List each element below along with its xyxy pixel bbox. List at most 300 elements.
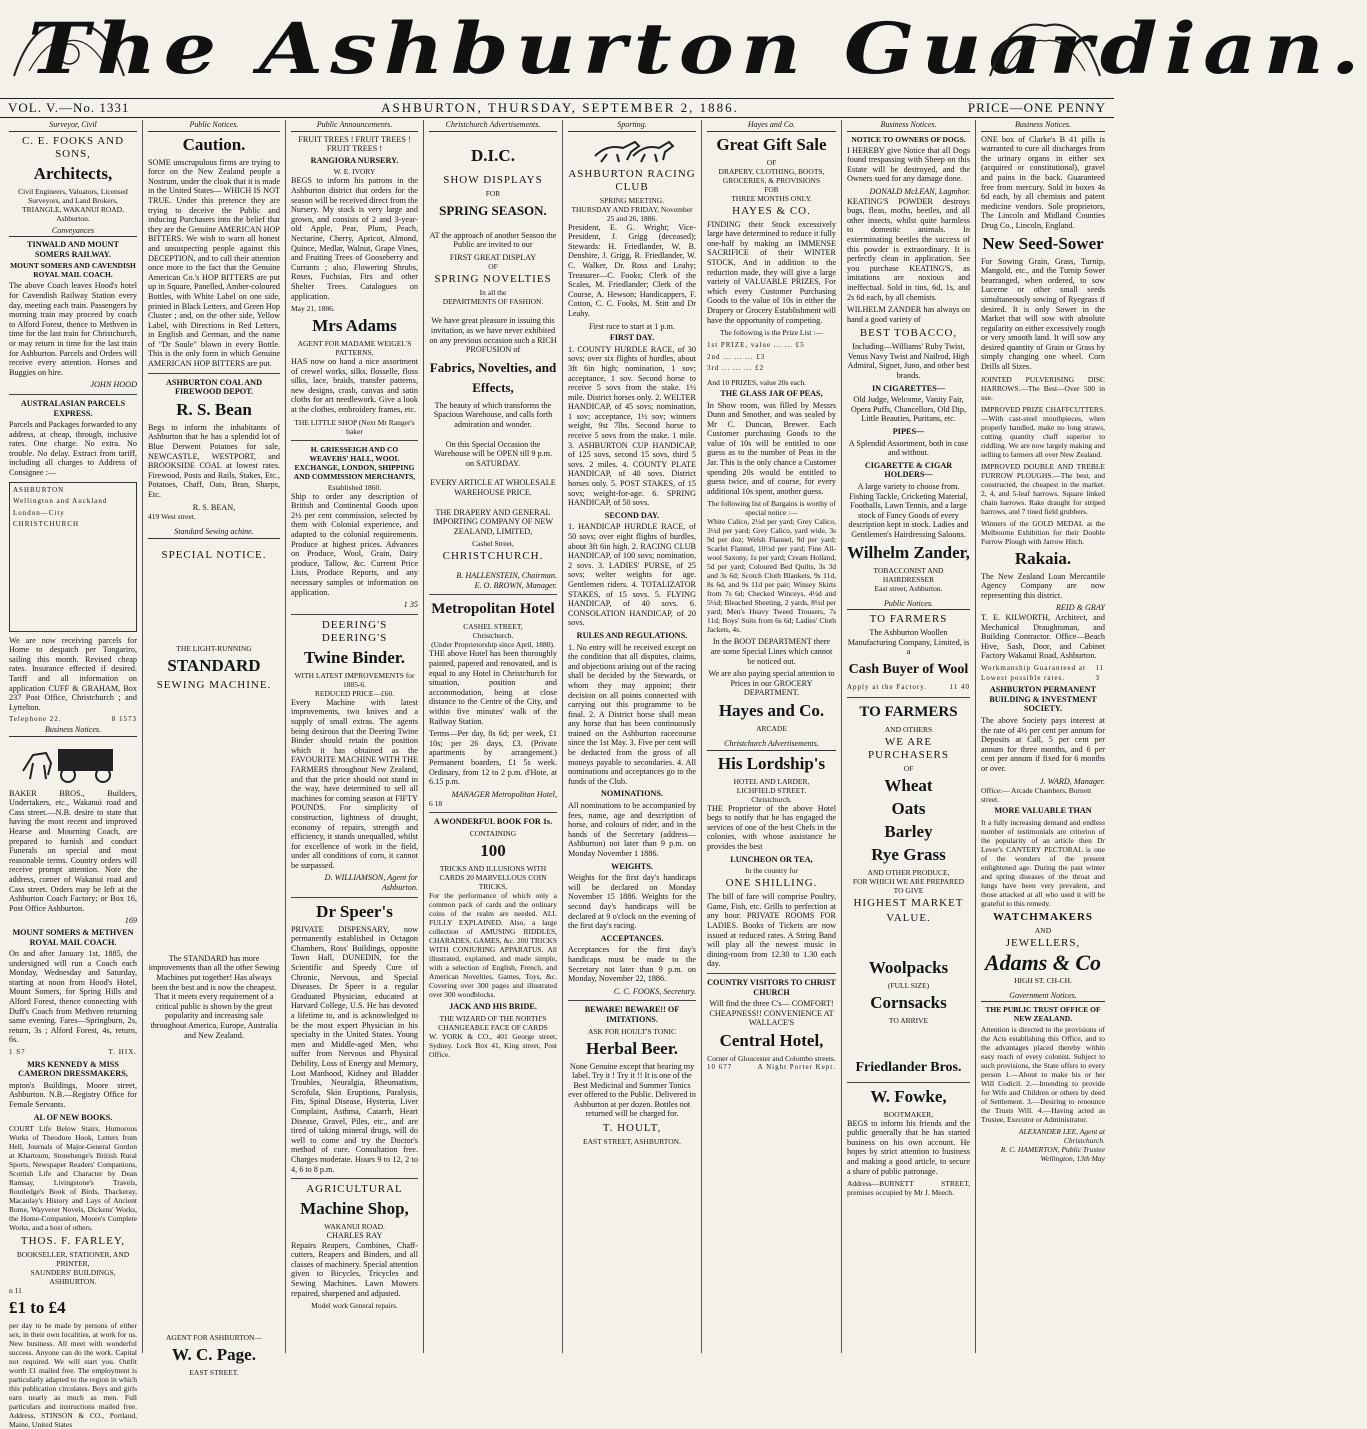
section-header: Hayes and Co. [707,120,836,132]
ad-subheading: CONTAINING [469,828,517,838]
column-3 [286,120,424,1353]
ad-heading: H. GRIESSEIGH AND CO WEAVERS' HALL, WOOL EXCHANGE, LONDON, SHIPPING AND COMMISSION MERCHANTS, [293,444,416,481]
ad-subheading: BOOKSELLER, STATIONER, AND PRINTER, [16,1250,130,1269]
ad-subheading: THE WIZARD OF THE NORTH'S CHANGEABLE FACE OF CARDS [438,1013,548,1032]
ad-body: BEGS to inform his friends and the public generally that he has started business on his own account. He hopes by strict attention to business and making a good article, to secure a share of public patronage. [847,1118,970,1176]
table-cell: ASHBURTON [13,485,65,494]
ad-body: THE DRAPERY AND GENERAL IMPORTING COMPANY OF NEW ZEALAND, LIMITED, [432,507,554,536]
ad-subheading: OF [766,157,777,167]
ad-title: Oats [891,798,926,818]
ad-body: Old Judge, Welcome, Vanity Fair, Opera Puffs, Chancellors, Old Dip, Little Beauties, Puritans, etc. [850,395,967,424]
ad-body: I HEREBY give Notice that all Dogs found trespassing with Sheep on this Estate will be destroyed, and the Owners sued for any damage done. [847,145,970,184]
ad-subheading: AND OTHERS [884,724,933,734]
ad-body: For the performance of which only a common pack of cards and the ordinary coins of the realm are needed. ALL FULLY EXPLAINED. Also, a large collection of AMUSING RIDDLES, CHARADES, GAMES, &c. 200 TRICKS WITH CONJURING APPARATUS. All illustrated, explained, and made simple, with a selection of English, French, and American Novelties, Games, Toys, &c. Covering over 300 pages and illustrated over 300 woodblocks. [429,890,557,999]
list-item: 2nd ... ... ... £3 [707,352,766,361]
ad-heading: AGRICULTURAL [306,1183,403,1196]
ad-heading: SECOND DAY. [604,510,660,520]
ad-heading: NOTICE TO OWNERS OF DOGS. [851,134,966,144]
newspaper-columns [4,120,1110,1429]
section-header: Public Notices. [148,120,280,132]
ad-footer [847,683,970,693]
ad-subheading: TOBACCONIST AND HAIRDRESSER [873,565,944,584]
ad-signature: T. HIX. [108,1048,137,1057]
ad-body: 1. HANDICAP HURDLE RACE, of 50 sovs; over eight flights of hurdles, about 3ft 6in high. 2. RACING CLUB HANDICAP, of 100 sovs; nomination, 2 sovs. 3. LADIES' PURSE, of 25 sovs; welter weights for age. Gentlemen riders. 4. TOTALIZATOR STAKES, of 15 sovs. 5. FLYING HANDICAP, of 40 sovs. 6. CONSOLATION HANDICAP, of 20 sovs. [568,522,696,628]
ad-subheading: REDUCED PRICE—£60. [314,688,395,698]
ad-body: IMPROVED PRIZE CHAFFCUTTERS.—With cast-steel mouthpieces, when properly handled, make no long straws, cutting quantity chaff superior to riddling. We are now largely making and selling to farmers all over New Zealand. [981,404,1105,459]
column-7 [842,120,976,1353]
ad-heading: LUNCHEON OR TEA, [730,854,813,864]
ad-body: Including—Williams' Ruby Twist, Venus Navy Twist and Nailrod, High Admiral, Signet, Juno, and other best brands. [847,342,970,381]
ad-heading: RULES AND REGULATIONS. [576,630,688,640]
ad-title: Architects, [33,163,113,183]
ad-body: We are now receiving parcels for Home to despatch per Tongariro, sailing this month. Revised cheap rates. Insurance effected if desired. Tariff and all information on application CUFF & GRAHAM, Box 237 Post Office, Christchurch ; and Lyttelton. [9,635,137,712]
ad-heading: AL OF NEW BOOKS. [33,1112,113,1122]
ad-subheading: THE LIGHT-RUNNING [176,643,252,653]
spacer [847,1025,970,1055]
divider [9,394,137,395]
ad-title: His Lordship's [717,753,826,773]
ad-body: Ship to order any description of British and Continental Goods upon 2½ per cent commission, selected by them with Colonial experience, and adapted to the colonial requirements. Produce at highest prices. Advances on Produce, Wool, Grain, Dairy produce, Tallow, &c. Current Price Lists, Produce Reports, and any necessary samples or information on application. [291,491,418,597]
ad-ref: n 11 [9,1286,22,1296]
column-8 [976,120,1110,1353]
ad-heading: DEERING'S DEERING'S [321,618,388,644]
ad-body: We have great pleasure in issuing this invitation, as we have never exhibited on any previous occasion such a RICH PROFUSION of [429,316,557,355]
ad-body: WILHELM ZANDER has always on hand a good variety of [847,305,970,324]
column-1 [4,120,143,1429]
ad-ref: 169 [124,916,137,926]
ad-ref: 11 3 [1095,664,1105,682]
ad-subheading: HOTEL AND LARDER, [733,776,810,786]
ad-subheading: W. E. IVORY [333,167,376,177]
ad-title: £1 to £4 [9,1298,66,1318]
ad-title: Rye Grass [871,844,946,864]
prize-list [707,341,836,374]
ad-title: Rakaia. [1014,548,1072,568]
spacer [148,1043,280,1333]
section-header: Public Announcements. [291,120,418,132]
ad-heading: ASHBURTON RACING CLUB [568,167,696,193]
ad-heading: SPRING NOVELTIES [434,273,552,286]
ad-body: FINDING their Stock excessively large have determined to reduce it fully one-half by making an IMMENSE SACRIFICE of their WINTER STOCK, And in addition to the reduction made, they will give a large variety of VALUABLE PRIZES, For which every Customer Purchasing Goods to the value of 10s in either the Drapery or Grocery Establishment will have the opportunity of competing. [707,219,836,325]
ad-heading: WE ARE PURCHASERS [868,735,949,761]
section-header: Business Notices. [981,120,1105,132]
ad-ref: 8 1573 [111,715,137,724]
ad-body: 1. COUNTY HURDLE RACE, of 30 sovs; over six flights of hurdles, about 3ft 6in high; nomination, 1 sov; acceptance, 1 sov. Second horse to receive 5 sovs from the stake. 1½ mile. District horses only. 2. WELTER HANDICAP, of 45 sovs; nomination, 1 sov; acceptance, 1½ sov; winners weight, 9st 7lbs. Second horse to receive 5 sovs from the stake. 1 mile. 3. ASHBURTON CUP HANDICAP, of 125 sovs, second 15 sovs, third 5 sovs. 2 miles. 4. COUNTY PLATE HANDICAP, of 40 sovs. District horses only. 5. POST STAKES, of 15 sovs; weight-for-age. 6. SPRING HANDICAP, of 50 sovs. [568,344,696,508]
newspaper-title: The Ashburton Guardian. [27,7,1367,90]
telephone-line [9,715,137,725]
ad-title: Herbal Beer. [586,1038,678,1058]
ad-address: EAST STREET. [189,1368,239,1378]
ad-signature: R. S. BEAN, [192,502,236,512]
ad-body: PRIVATE DISPENSARY, now permanently established in Octagon Chambers, Ross' Buildings, opposite Town Hall, DUNEDIN, for the Scientific and Speedy Cure of Chronic, Nervous, and Special Diseases. Dr Speer is a regular Graduated Physician, educated at Harvard College, U.S. He has devoted a lifetime to, and is acknowledged to be the most expert Physician in his specialty in the United States. Young men and Middle-aged Men, who suffer from Nervous and Physical Debility, Loss of Energy and Memory, Lost Manhood, Kidney and Bladder Troubles, Neuralgia, Rheumatism, Scrofula, Skin Eruptions, Paralysis, Fits, Spinal Disease, Hysteria, Liver Complaint, Asthma, Catarrh, Heart Disease, Gravel, Piles, etc., and are tired of taking mineral drugs, will do well to come and try the Doctor's method of cure. Consultation free. Charges moderate. Hours 9 to 12, 2 to 4, 6 to 8 p.m. [291,924,418,1174]
ad-body: ONE box of Clarke's B 41 pills is warranted to cure all discharges from the urinary organs in either sex (acquired or constitutional), gravel and pains in the back. Guaranteed free from mercury. Sold in boxes 4s 6d each, by all chemists and patent medicine vendors. Sole proprietors, The Lincoln and Midland Counties Drug Co., Lincoln, England. [981,134,1105,230]
ad-signature: REID & GRAY [1055,603,1105,613]
ad-body: The above Society pays interest at the rate of 4½ per cent per annum for Deposits at Call, 5 per cent per annum for three months, and 6 per cent per annum if fixed for 6 months or over. [981,715,1105,773]
ad-body: BEGS to inform his patrons in the Ashburton district that orders for the season will be received direct from the Nursery. My stock is very large and grown, and consists of 2 and 3-year-old Apple, Pear, Plum, Peach, Nectarine, Cherry, Apricot, Almond, Quince, Medlar, Walnut, Grape Vines, and Fruiting Trees of Gooseberry and Currants ; also, Flowering Shrubs, Roses, Fuchsias, Firs and other Shelter Trees. Catalogues on application. [291,176,418,301]
masthead [0,0,1367,96]
ad-body: A Splendid Assortment, both in case and without. [848,438,969,458]
ad-heading: NOMINATIONS. [601,789,663,799]
divider [847,697,970,698]
ad-body: It a fully increasing demand and endless number of testimonials are criterion of the popularity of an article then Dr Lever's CANTERY PECTORAL is one of the wonders of the present enlightened age. During the past winter and spring diseases of the throat and lungs have been very prevalent, and those attacked at all who used it will be grateful to this remedy. [981,817,1105,908]
ad-title: TO FARMERS [859,703,958,720]
ad-heading: PIPES— [892,427,925,437]
ad-subheading: MOUNT SOMERS AND CAVENDISH ROYAL MAIL COACH. [10,261,136,280]
ad-subheading: FOR [485,188,501,198]
ad-title: Dr Speer's [316,901,393,921]
spacer [148,564,280,644]
ad-footer [707,1063,836,1073]
ad-body: The STANDARD has more improvements than all the other Sewing Machines put together! Has always been the best and is now the cheapest. That it meets every requirement of a critical public is shown by the great popularity and increasing sale throughout America, Europe, Australia and New Zealand. [148,953,280,1040]
ad-heading: WEIGHTS. [611,861,653,871]
ad-title: Woolpacks [868,957,949,977]
ad-subheading: BOOTMAKER, [883,1109,934,1119]
ad-title: Metropolitan Hotel [431,601,555,618]
section-header: Christchurch Advertisements. [429,120,557,132]
ad-heading: CHRISTCHURCH. [442,550,544,563]
spacer [148,694,280,954]
ad-subheading: DEPARTMENTS OF FASHION. [442,297,544,307]
divider [291,614,418,615]
ad-subheading: ASK FOR HOULT'S TONIC [587,1026,677,1036]
ad-body: Acceptances for the first day's handicaps must be made to the Secretary not later than 9 p.m. on Monday, November 22, 1886. [568,945,696,984]
volume-number: VOL. V.—No. 1331 [8,100,130,115]
table-row [13,486,133,496]
ad-note: A Night Porter Kept. [757,1062,836,1071]
ad-title: Wheat [884,775,933,795]
ad-note: Workmanship Guaranteed at Lowest possible rates. [981,664,1086,682]
ad-heading: BEST TOBACCO, [859,327,958,340]
ad-title: Cornsacks [870,992,947,1012]
ad-signature: JOHN HOOD [90,380,137,390]
ad-heading: ASHBURTON PERMANENT BUILDING & INVESTMENT SOCIETY. [989,685,1097,714]
ad-address: Address—BURNETT STREET, premises occupied by Mr J. Meech. [847,1179,970,1198]
section-header: Conveyances [9,226,137,238]
hearse-illustration [18,741,128,785]
section-header: Surveyor, Civil [9,120,137,132]
issue-price: PRICE—ONE PENNY [967,100,1106,115]
divider [291,1178,418,1179]
table-row [13,520,133,530]
ad-heading: MRS KENNEDY & MISS CAMERON DRESSMAKERS, [18,1059,128,1079]
section-header: Christchurch Advertisements. [707,739,836,751]
ad-heading: FRUIT TREES ! FRUIT TREES ! FRUIT TREES ! [298,134,411,154]
ad-body: On this Special Occasion the Warehouse will be OPEN till 9 p.m. on SATURDAY. [433,439,553,468]
ad-title: W. Fowke, [870,1086,947,1106]
ad-title: Central Hotel, [719,1030,824,1050]
ad-body: AT the approach of another Season the Public are invited to our [429,230,557,250]
ad-signature: B. HALLENSTEIN, Chairman. [456,571,557,581]
ad-body: IMPROVED DOUBLE AND TREBLE FURROW PLOUGHS.—The best, and constructed, the cheapest in the market. 2, 4, and 5-leaf harrows. Square linked chain harrows. Rake draught for striped harrows, and 7 tined field grubbers. [981,461,1105,516]
ad-body: The above Coach leaves Hood's hotel for Cavendish Railway Station every day, meeting each train. Passengers by morning train may proceed by coach to Alford Forest, thence to Methven in time for the last train for Christchurch, or may return in time for the last train for Ashburton. Parcels and Orders will receive every attention. Horses and Buggies on hire. [9,281,137,377]
ad-subheading: In all the [479,288,507,298]
ad-title: Fabrics, Novelties, and Effects, [429,359,557,395]
ad-body: Will find the three C's— COMFORT! CHEAPNESS!! CONVENIENCE AT WALLACE'S [709,999,834,1028]
ad-heading: BEWARE! BEWARE!! OF IMITATIONS. [584,1005,680,1024]
ad-subheading: THURSDAY AND FRIDAY, November 25 and 26, 1886. [571,204,693,223]
ad-date: May 21, 1886. [291,304,335,314]
ad-subheading: SPRING MEETING. [599,195,665,205]
divider [429,812,557,813]
ad-title: Adams & Co [984,949,1102,975]
crest-ornament [980,6,1110,92]
ad-body: In the BOOT DEPARTMENT there are some Special Lines which cannot be noticed out. [710,637,833,666]
ad-title: R. S. Bean [176,399,252,419]
ad-address: HIGH ST. CH-CH. [1014,975,1072,985]
ad-signature: E. O. BROWN, Manager. [474,580,557,590]
section-header: Public Notices. [847,599,970,611]
ad-signature: C. C. FOOKS, Secretary. [613,986,696,996]
ad-ref: 1 35 [403,600,418,610]
ad-address: Corner of Gloucester and Colombo streets. [707,1053,836,1063]
ad-heading: THE PUBLIC TRUST OFFICE OF NEW ZEALAND. [985,1005,1101,1024]
ad-subheading: FOR WHICH WE ARE PREPARED [852,876,965,886]
ad-body: THE above Hotel has been thoroughly painted, papered and renovated, and is equal to any Hotel in Christchurch for situation, position and accommodation, being at close distance to the Centre of the City, and within five minutes' walk of the Railway Station. [429,649,557,726]
ad-heading: COUNTRY VISITORS TO CHRIST CHURCH [707,977,836,997]
ad-subheading: Cashel Street, [472,539,514,549]
ad-heading: IN CIGARETTES— [871,383,946,393]
ad-title: Wilhelm Zander, [847,542,970,562]
divider [291,440,418,441]
ad-body: per day to be made by persons of either sex, in their own localities, at work for us. New business. All meet with wonderful success. Anyone can do the work. Capital not required. We will start you. Outfit worth £1 mailed free. The employment is particularly adapted to the region in which this publication circulates. Boys and girls earn nearly as much as men. Full particulars and instructions mailed free. Address, STINSON & CO., Portland, Maine, United States [9,1321,137,1429]
ad-title: Barley [884,821,933,841]
ad-body: KEATING'S POWDER destroys bugs, fleas, moths, beetles, and all other insects, whilst quite harmless to domestic animals. In exterminating beetles the success of this powder is extraordinary. It is perfectly clean in application. See you purchase KEATING'S, as imitations are noxious and ineffectual. Sold in tins, 6d, 1s, and 2s 6d each, by all chemists. [847,196,970,302]
ad-title: Friedlander Bros. [855,1059,962,1075]
divider [148,373,280,374]
ad-heading: AUSTRALASIAN PARCELS EXPRESS. [20,398,126,418]
ad-subheading: First race to start at 1 p.m. [589,321,675,331]
ad-body: None Genuine except that bearing my label. Try it ! Try it !! It is one of the Best Medicinal and Summer Tonics ever offered to the Public. Delivered in Ashburton at per dozen. Bottles not returned will be charged for. [568,1061,696,1119]
ad-address: Office:— Arcade Chambers, Burnett street. [981,786,1092,805]
ad-subheading: CASHEL STREET, [463,622,523,632]
section-header: Business Notices. [847,120,970,132]
ad-heading: ASHBURTON COAL AND FIREWOOD DEPOT. [165,377,262,397]
ad-subheading: OF [903,763,914,773]
ad-address: SAUNDERS' BUILDINGS, ASHBURTON. [30,1268,116,1287]
ad-title: Machine Shop, [300,1199,409,1219]
ad-address: 419 West street. [148,512,196,522]
ad-title: Mrs Adams [312,316,397,336]
ad-title: 100 [480,840,506,860]
ad-subheading: The following list of Bargains is worthy of special notice :— [707,499,836,518]
ad-ref: 11 40 [949,682,970,691]
ad-footer [9,1048,137,1058]
table-row [13,497,133,507]
section-header: Sporting. [568,120,696,132]
ad-subheading: (Under Proprietorship since April, 1880). [431,640,555,650]
ad-signature: MANAGER Metropolitan Hotel, [451,789,557,799]
ad-address: EAST STREET, ASHBURTON. [583,1137,681,1147]
table-row [13,509,133,519]
column-2 [143,120,286,1378]
divider [429,594,557,595]
ad-subheading: In the country for [745,866,798,876]
ad-heading: ACCEPTANCES. [600,933,664,943]
ad-title: Cash Buyer of Wool [848,661,969,677]
ad-body: T. E. KILWORTH, Architect, and Mechanical Draughtsman, and Building Contractor. Office—Beach Hive, Sash, Door, and Cabinet Factory Wakanui Road, Ashburton. [981,613,1105,661]
ad-title: D.I.C. [471,145,515,165]
ad-subheading: WITH LATEST IMPROVEMENTS for 1885-6. [294,670,415,689]
ad-body: We are also paying special attention to Prices in our GROCERY DEPARTMENT. [708,669,835,698]
ad-title: STANDARD [167,655,261,675]
ad-heading: WATCHMAKERS [992,910,1094,923]
section-header: Government Notices. [981,991,1105,1003]
ad-subheading: THREE MONTHS ONLY. [731,193,812,203]
section-header: Business Notices. [9,725,137,737]
ad-body: All nominations to be accompanied by fees, name, age and description of horse, and colours of rider, and in the hands of the Secretary (address—Ashburton) not later than 9 p.m. on Monday November 1 1886. [568,801,696,858]
column-4 [424,120,563,1353]
ad-body: Weights for the first day's handicaps will be declared on Monday November 15 1886. Weights for the second day's handicaps will be declared at 9 o'clock on the evening of the first day's racing. [568,873,696,931]
ad-body: Terms—Per day, 8s 6d; per week, £1 10s; per 26 days, £3. (Private apartments by arrangement.) Permanent boarders, £1 5s week. Ordinary, from 12 to 2 p.m. d'Hote, at 6.15 p.m. [429,729,557,787]
ad-heading: VALUE. [886,911,931,924]
ad-subheading: TO ARRIVE [888,1015,929,1025]
ad-subheading: AGENT FOR MADAME WEIGEL'S PATTERNS, [297,339,412,358]
ad-subheading: LICHFIELD STREET. [736,785,807,795]
table-cell: Wellington and Auckland [13,497,108,506]
ad-signature: ALEXANDER LEE, Agent at Christchurch. [1018,1127,1105,1146]
ad-body: Civil Engineers, Valuators, Licensed Surveyors, and Land Brokers, TRIANGLE, WAKANUI ROAD, Ashburton. [18,186,128,223]
ad-body: EVERY ARTICLE AT WHOLESALE WAREHOUSE PRICE. [430,478,556,497]
ad-body: JOINTED PULVERISING DISC HARROWS.—The Best—Over 500 in use. [981,374,1105,402]
ad-title: New Seed-Sower [982,233,1104,253]
dateline [0,98,1114,118]
ad-body: HAS now on hand a nice assortment of crewel works, silks, flosselle, floss silks, lace, braids, transfer patterns, new designs, crash, canvas and satin cloths for art needlework. Give a look at the clothes, embroidery frames, etc. [291,357,418,415]
ad-subheading: DRAPERY, CLOTHING, BOOTS, GROCERIES, & PROVISIONS [718,166,825,185]
ad-signature: J. WARD, Manager. [1039,776,1105,786]
spacer [847,927,970,955]
ad-heading: THOS. F. FARLEY, [20,1235,126,1248]
ad-subheading: Christchurch. [472,631,514,641]
ad-heading: JACK AND HIS BRIDE. [449,1001,537,1011]
ad-body: Repairs Reapers, Combines, Chaff-cutters, Reapers and Binders, and all classes of machinery. Special attention given to Bicycles, Tricycles and Sewing Machines. Lawn Mowers repaired, sharpened and adjusted. [291,1240,418,1298]
ad-address: W. YORK & CO., 401 George street, Sydney. Lock Box 41, King street, Post Office. [429,1031,557,1059]
ad-address: THE LITTLE SHOP (Next Mr Ranger's baker [294,417,415,436]
column-5 [563,120,702,1353]
ad-body: President, E. G. Wright; Vice-President, J. Grigg (deceased); Stewards: H. Friedlander, W. B. Denshire, J. Grigg, R. Friedlander, W. C. Walker, Dr. Ross and Leahy; Treasurer—C. Fooks; Clerk of the Scales, M. Friedlander; Clerk of the Course, A. Hewson; Handicappers, F. Cotton, C. C. Fooks, M. Stitt and Dr Leahy. [568,222,696,318]
ad-subheading: Christchurch. [751,794,792,804]
horse-racing-illustration [587,136,677,164]
ad-body: Parcels and Packages forwarded to any address, at cheap, through, inclusive rates. One charge. No extra. No trouble. No delay. Extract from tariff, including all charges to Address of Consignee :— [9,420,137,478]
issue-date: ASHBURTON, THURSDAY, SEPTEMBER 2, 1886. [381,100,739,115]
ad-title: Hayes and Co. [718,701,825,720]
ad-heading: A WONDERFUL BOOK FOR 1s. [433,817,553,827]
ad-body: On and after January 1st, 1885, the undersigned will run a Coach each Monday, Wednesday and Saturday, starting at noon from Hood's Hotel, Mount Somers, for Spring Hills and Alford Forest, thence connecting with Duff's Coach from Methven returning same evening. Fares—Springburn, 2s, return, 3s ; Alford Forest, 4s, return, 6s. [9,949,137,1045]
ad-body: mpton's Buildings, Moore street, Ashburton. N.B.—Registry Office for Female Servants. [9,1080,137,1109]
ad-heading: C. E. FOOKS AND SONS, [21,134,125,160]
ad-footer: Model work General repairs. [311,1301,398,1311]
ad-signature: DONALD McLEAN, Lagmhor. [869,186,970,196]
ad-subheading: ARCADE [756,724,787,733]
ad-body: Begs to inform the inhabitants of Ashburton that he has a splendid lot of Blue Derwent Potatoes for sale, NEWCASTLE, WESTPORT, and BROOKSIDE COAL at lowest rates. Firewood, Posts and Rails, Stakes, Etc., Potatoes, Chaff, Oats, Bran, Sharps, Etc. [148,422,280,499]
tariff-table [9,482,137,632]
ad-signature: R. C. HAMERTON, Public Trustee [1000,1145,1105,1155]
ad-heading: HIGHEST MARKET [853,896,964,909]
ad-body: 1. No entry will be received except on the condition that all disputes, claims, and objections arising out of the racing shall be decided by the Stewards, or whom they may appoint; their decision on all points connected with carrying out this programme to be final. 2. A District horse shall mean any horse that has been continuously trained on the Ashburton racecourse since the 1st May. 3. Five per cent will be deducted from the gross of all moneys payable to secondaries. 4. All nominations and acceptances go to the funds of the Club. [568,642,696,786]
divider [707,973,836,974]
ad-heading: ONE SHILLING. [725,877,818,890]
ad-subheading: OF [488,262,498,272]
table-cell: London—City [13,508,65,517]
ad-body: Winners of the GOLD MEDAL at the Melbourne Exhibition for their Double Furrow Plough with Jarrow Hitch. [981,518,1105,546]
ad-heading: T. HOULT, [602,1122,662,1135]
ad-subheading: AND [1034,925,1052,935]
ad-title: Twine Binder. [303,647,406,667]
ad-ref: 6 18 [429,799,443,809]
ad-subheading: TO GIVE [893,885,924,895]
ad-body: The bill of fare will comprise Poultry, Game, Fish, etc. Grills to perfection at any hour. PRIVATE ROOMS FOR LADIES. Books of Tickets are now issued at reduced rates. A String Band will play all the newest music in dining-room from 12.30 to 1.30 each day. [707,892,836,969]
ad-heading: MOUNT SOMERS & METHVEN ROYAL MAIL COACH. [12,927,134,947]
ad-body: COURT Life Below Stairs, Humorous Works of Theodore Hook, Letters from Hell, Journals of Major-General Gordon at Khartoum, Stonehenge's British Rural Sports, Newspaper Readers' Companions, Scottish Life and Character by Dean Ramsay, Livingstone's Travels, Routledge's Book of Birds, Thackeray, Macaulay's History and Lays of Ancient Rome, Wayverer Novels, Dickens' Works, the Home-Companion, Moore's Complete Works, and a host of others. [9,1124,137,1233]
ad-address: East street, Ashburton. [874,583,943,593]
ad-heading: SHOW DISPLAYS [443,173,543,186]
ad-date: Wellington, 13th May [1040,1154,1105,1164]
divider [847,1082,970,1083]
ad-heading: TO FARMERS [869,613,948,626]
ad-heading: MORE VALUABLE THAN [994,806,1092,816]
ad-subheading: The following is the Prize List :— [720,328,823,338]
ad-heading: THE GLASS JAR OF PEAS, [720,388,823,398]
ad-body: Every Machine with latest improvements, two knives and a supply of small extras. The agents being desirous that the Deering Twine Binder should retain the position which it has obtained as the FAVOURITE MACHINE WITH THE FARMERS throughout New Zealand, and that the price should not stand in the way, have determined to sell all machines for coming season at FIFTY POUNDS. For simplicity of construction, lightness of draught, economy of repairs, strength and efficiency, it stands unequalled, whilst for excellence of work in the field, under all conditions of corn, it cannot be surpassed. [291,697,418,870]
divider [568,1000,696,1001]
ad-subheading: WAKANUI ROAD. [324,1222,385,1232]
ad-heading: SPECIAL NOTICE. [161,548,267,561]
ad-body: THE Proprietor of the above Hotel begs to notify that he has engaged the services of one of the best Chefs in the colonies, with whose assistance he provides the best [707,803,836,851]
ad-subheading: AND OTHER PRODUCE, [867,867,950,877]
ad-subheading: AGENT FOR ASHBURTON— [166,1333,262,1343]
ad-heading: FIRST GREAT DISPLAY [449,252,537,262]
ad-ref: 1 S7 [9,1048,26,1057]
ad-body: SOME unscrupulous firms are trying to force on the New Zealand people a Nostrum, under the cloak that it is made in the United States— WHICH IS NOT TRUE. Under this pretence they are trying to deceive the Public and inducing Purchasers into the belief that they are the Genuine AMERICAN HOP BITTERS. We wish to warn all honest and unsuspecting people against this DECEPTION, and to call their attention once more to the fact that the Genuine American Co.'s HOP BITTERS are put up in Square, Panelled, Amber-coloured Bottles, with White Label on one side, printed in Black Letters, and Green Hop Cluster ; and, on the other side, Yellow Label, with Directions in Red Letters, in English and German, and the name of "Dr Soule" blown in every Bottle. This is the only form in which Genuine AMERICAN HOP BITTERS are put. [148,157,280,369]
telephone-label: Telephone 22. [9,715,62,724]
table-cell: CHRISTCHURCH [13,520,80,529]
ad-heading: HAYES & CO. [732,204,811,217]
ad-subheading: FOR [764,184,779,194]
ad-ref: 10 677 [707,1062,733,1071]
divider [291,897,418,898]
ad-heading: JEWELLERS, [1005,936,1081,949]
ad-title: Caution. [182,134,246,154]
ad-subheading: CHARLES RAY [326,1231,383,1241]
list-item: 3rd ... ... ... £2 [707,364,765,373]
ad-heading: CIGARETTE & CIGAR HOLDERS— [864,460,953,480]
ad-note: Apply at the Factory. [847,682,928,691]
ad-signature: D. WILLIAMSON, Agent for Ashburton. [324,873,418,893]
ad-body: White Calico, 2½d per yard; Grey Calico, 3½d per yard; Grey Calico, yard wide, 3s 9d per doz; Welsh Flannel, 9d per yard; Scarlet Flannel, 10½d per yard; Fine All-wool Saxony, 1s per yard; Cream Holland, 5d per yard; Coloured Bed Quilts, 3s 3d and 3s 6d; Scotch Cloth Blankets, 9s 11d, 8s 6d, and 9s 11d per pair; Winsey Skirts from 7s 6d; Checked Winceys, 4½d and 5½d; Bleached Sheeting, 2 yards, 8½d per yard; Men's Heavy Tweed Trousers, 7s 11d; Boys' Suits from 6s 6d; Ladies' Cloth Jackets, 4s. [707,517,836,635]
list-item: 1st PRIZE, value ... ... £5 [707,341,805,350]
ad-body: For Sowing Grain, Grass, Turnip, Mangold, etc., and the Turnip Sower bearranged, when ordered, to sow Lucerne or other small seeds simultaneously sowing of Ryegrass if desired. It is only Sower in the Market that will sow with absolute regularity on either excessively rough or very smooth land. It will sow any desired quantity of Grain or Grass by simply changing one wheel. Corn Drills all Sizes. [981,256,1105,372]
column-6 [702,120,842,1353]
ad-title: Great Gift Sale [716,134,827,154]
ad-heading: FIRST DAY. [609,333,655,343]
ad-title: SPRING SEASON. [439,202,547,218]
ad-title: W. C. Page. [172,1345,256,1365]
ad-body: The New Zealand Loan Mercantile Agency Company are now representing this district. [981,571,1105,600]
ad-body: BAKER BROS., Builders, Undertakers, etc., Wakanui road and Cass street.—N.B. desire to state that having the most recent and improved Hearse and Mourning Coach, are prepared to furnish and conduct Funerals on special and most reasonable terms. Country orders will receive prompt attention. Note the address, corner of Wakanui road and Cass street. Orders may be left at the Ashburton Coach Factory; or Box 16, Post Office Ashburton. [9,788,137,913]
ad-subheading: And 10 PRIZES, value 20s each. [707,377,806,387]
ad-subheading: (FULL SIZE) [887,980,930,990]
ad-subheading: TRICKS AND ILLUSIONS WITH CARDS 20 MARVELLOUS COIN TRICKS, [439,863,547,891]
ad-body: The beauty of which transforms the Spacious Warehouse, and calls forth admiration and wonder. [433,400,553,429]
section-header: Standard Sewing achine. [148,527,280,539]
ad-body: The Ashburton Woollen Manufacturing Company, Limited, is a [847,628,970,657]
ad-body: In Show room, was filled by Messrs Dunn and Smother, and was sealed by Mr C. Duncan, Brewer. Each Customer purchasing Goods to the value of 10s will be entitled to one guess as to the number of Peas in the Jar. This is the only chance a Customer spending 20s would be entitled to guess twice, and of course, for every additional 10s spent, another guess. [707,400,836,496]
ad-subheading: Established 1860. [327,482,382,492]
ad-body: A large variety to choose from. Fishing Tackle, Cricketing Material, Footballs, Lawn Tennis, and a large stock of Fancy Goods of every description kept in stock. Ladies and Gentlemen's Hairdressing Saloons. [848,482,969,539]
ad-heading: SEWING MACHINE. [156,678,272,691]
ad-heading: RANGIORA NURSERY. [310,155,399,165]
ad-footer [981,664,1105,683]
ad-body: Attention is directed to the provisions of the Acts establishing this Office, and to the advantages placed thereby within easy reach of every colonist. Subject to such provisions, the State offers to every person 1.—About to make his or her Will Codicil. 2.—Intending to provide for Wife and Children or others by deed of Settlement. 3.—Desiring to renounce the Trusts Will. 4.—Having acted as Trustee, Executor or Administrator. [981,1025,1105,1125]
